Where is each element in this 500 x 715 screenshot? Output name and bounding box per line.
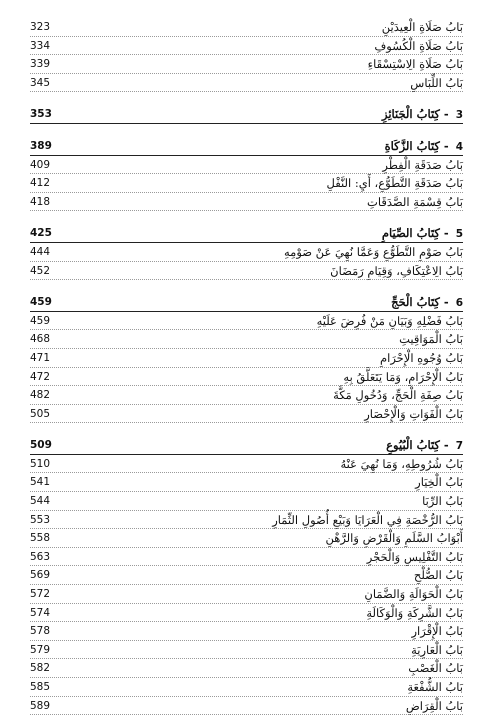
- chapter-title: كِتَابُ الصِّيَامِ: [381, 226, 440, 241]
- toc-entry[interactable]: [30, 262, 463, 281]
- chapter-page-number: 509: [30, 439, 52, 452]
- chapter-title: كِتَابُ الْجَنَائِزِ: [381, 107, 440, 122]
- entry-page-number: 563: [30, 550, 51, 563]
- chapter-title-group: [386, 436, 463, 456]
- chapter-number: 6: [455, 297, 463, 310]
- toc-entry[interactable]: [30, 156, 463, 175]
- chapter-title-group: [391, 293, 463, 313]
- toc-entry[interactable]: [30, 349, 463, 368]
- entry-title: بَابُ قِسْمَةِ الصَّدَقَاتِ: [367, 194, 463, 209]
- toc-entry[interactable]: [30, 55, 463, 74]
- chapter-row[interactable]: [30, 105, 463, 124]
- entry-title: بَابُ صَلَاةِ الْعِيدَيْنِ: [381, 20, 463, 34]
- chapter-number: 3: [455, 109, 463, 122]
- entry-title: بَابُ صَدَقَةِ الْفِطْرِ: [382, 157, 463, 172]
- toc-entry[interactable]: [30, 330, 463, 349]
- toc-entry[interactable]: [30, 455, 463, 474]
- entry-page-number: 452: [30, 264, 51, 277]
- toc-entry[interactable]: [30, 473, 463, 492]
- chapter-title-group: [382, 105, 463, 125]
- entry-page-number: 569: [30, 569, 51, 582]
- entry-title: بَابُ الشَّرِكَةِ وَالْوَكَالَةِ: [366, 605, 463, 620]
- toc-entry[interactable]: [30, 174, 463, 193]
- entry-title: بَابُ اللِّبَاسِ: [410, 75, 463, 90]
- entry-title: بَابُ الرِّبَا: [422, 494, 463, 509]
- entry-title: بَابُ شُرُوطِهِ، وَمَا نُهِيَ عَنْهُ: [340, 456, 463, 471]
- chapter-separator: -: [439, 295, 453, 310]
- toc-entry[interactable]: [30, 529, 463, 548]
- chapter-row[interactable]: [30, 137, 463, 156]
- entry-title: بَابُ التَّفْلِيسِ وَالْحَجْرِ: [366, 549, 463, 564]
- entry-page-number: 472: [30, 370, 51, 383]
- toc-entry[interactable]: [30, 193, 463, 212]
- entry-page-number: 412: [30, 177, 51, 190]
- toc-entry[interactable]: [30, 697, 463, 715]
- toc-entry[interactable]: [30, 386, 463, 405]
- entry-page-number: 510: [30, 457, 51, 470]
- entry-page-number: 585: [30, 681, 51, 693]
- entry-page-number: 572: [30, 588, 51, 601]
- entry-page-number: 334: [30, 39, 51, 52]
- entry-page-number: 553: [30, 513, 51, 526]
- entry-title: بَابُ الرُّخْصَةِ فِي الْعَرَايَا وَبَيْعِ أُصُولِ الثِّمَارِ: [272, 512, 463, 527]
- entry-page-number: 471: [30, 351, 51, 364]
- entry-page-number: 578: [30, 625, 51, 638]
- chapter-title: كِتَابُ الزَّكَاةِ: [384, 138, 440, 153]
- entry-title: بَابُ الصُّلْحِ: [413, 568, 463, 583]
- chapter-page-number: 459: [30, 296, 52, 309]
- toc-entry[interactable]: [30, 312, 463, 331]
- toc-entry[interactable]: [30, 511, 463, 530]
- chapter-page-number: 389: [30, 139, 52, 152]
- chapter-separator: -: [439, 226, 453, 241]
- chapter-page-number: 353: [30, 108, 52, 121]
- chapter-row[interactable]: [30, 436, 463, 455]
- toc-entry[interactable]: [30, 548, 463, 567]
- chapter-separator: -: [439, 438, 453, 453]
- entry-page-number: 409: [30, 158, 51, 171]
- entry-title: أَبْوَابُ السَّلَمِ وَالْقَرْضِ وَالرَّهْنِ: [325, 531, 463, 546]
- toc-entry[interactable]: [30, 678, 463, 697]
- toc-entry[interactable]: [30, 641, 463, 660]
- chapter-number: 5: [455, 228, 463, 241]
- toc-entry[interactable]: [30, 368, 463, 387]
- entry-title: بَابُ الْفَوَاتِ وَالْإِحْصَارِ: [364, 406, 463, 421]
- entry-title: بَابُ الْإِحْرَامِ، وَمَا يَتَعَلَّقُ بِهِ: [343, 369, 463, 384]
- chapter-separator: -: [439, 107, 453, 122]
- entry-page-number: 505: [30, 407, 51, 420]
- entry-title: بَابُ صَلَاةِ الِاسْتِسْقَاءِ: [367, 57, 463, 72]
- entry-page-number: 323: [30, 21, 51, 33]
- toc-entry[interactable]: [30, 585, 463, 604]
- entry-title: بَابُ صَوْمِ التَّطَوُّعِ وَعَمَّا نُهِيَ عَنْ صَوْمِهِ: [284, 244, 463, 259]
- toc-entry[interactable]: [30, 659, 463, 678]
- toc-entry[interactable]: [30, 74, 463, 93]
- entry-title: بَابُ الْقِرَاضِ: [405, 698, 463, 713]
- entry-page-number: 544: [30, 495, 51, 508]
- entry-page-number: 482: [30, 389, 51, 402]
- entry-page-number: 468: [30, 333, 51, 346]
- entry-title: بَابُ فَضْلِهِ وَبَيَانِ مَنْ فُرِضَ عَلَيْهِ: [316, 313, 463, 328]
- chapter-title-group: [385, 137, 463, 157]
- entry-title: بَابُ الْإِقْرَارِ: [411, 624, 463, 639]
- entry-page-number: 339: [30, 58, 51, 71]
- entry-title: بَابُ الِاعْتِكَافِ، وَقِيَامِ رَمَضَانَ: [330, 263, 463, 278]
- toc-entry[interactable]: [30, 37, 463, 56]
- chapter-row[interactable]: [30, 224, 463, 243]
- entry-page-number: 582: [30, 662, 51, 675]
- entry-title: بَابُ الْحَوَالَةِ وَالضَّمَانِ: [364, 587, 463, 602]
- chapter-title-group: [382, 224, 463, 244]
- toc-entry[interactable]: [30, 243, 463, 262]
- toc-entry[interactable]: [30, 405, 463, 424]
- entry-title: بَابُ الشُّفْعَةِ: [407, 680, 463, 694]
- toc-entry[interactable]: [30, 18, 463, 37]
- entry-page-number: 459: [30, 314, 51, 327]
- entry-title: بَابُ صَلَاةِ الْكُسُوفِ: [374, 38, 463, 53]
- entry-page-number: 589: [30, 699, 51, 712]
- chapter-title: كِتَابُ الْحَجِّ: [391, 295, 440, 310]
- toc-entry[interactable]: [30, 604, 463, 623]
- entry-title: بَابُ الْمَوَاقِيتِ: [399, 332, 463, 347]
- entry-title: بَابُ الْعَارِيَةِ: [411, 642, 463, 657]
- chapter-title: كِتَابُ الْبُيُوعِ: [386, 438, 440, 453]
- toc-entry[interactable]: [30, 566, 463, 585]
- entry-page-number: 579: [30, 643, 51, 656]
- chapter-number: 7: [455, 440, 463, 453]
- entry-title: بَابُ الْخِيَارِ: [415, 475, 463, 490]
- entry-title: بَابُ صِفَةِ الْحَجِّ، وَدُخُولِ مَكَّةَ: [333, 388, 463, 403]
- entry-page-number: 558: [30, 532, 51, 545]
- entry-title: بَابُ صَدَقَةِ التَّطَوُّعِ، أَيِ: النَّفْلِ: [326, 176, 463, 191]
- entry-page-number: 541: [30, 476, 51, 489]
- entry-page-number: 345: [30, 76, 51, 89]
- toc-entry[interactable]: [30, 622, 463, 641]
- toc-entry[interactable]: [30, 492, 463, 511]
- chapter-number: 4: [455, 140, 463, 153]
- chapter-row[interactable]: [30, 293, 463, 312]
- entry-page-number: 444: [30, 245, 51, 258]
- entry-page-number: 574: [30, 606, 51, 619]
- entry-page-number: 418: [30, 195, 51, 208]
- chapter-separator: -: [439, 138, 453, 153]
- entry-title: بَابُ وُجُوهِ الْإِحْرَامِ: [380, 350, 463, 365]
- chapter-page-number: 425: [30, 227, 52, 240]
- entry-title: بَابُ الْغَصْبِ: [408, 661, 463, 676]
- table-of-contents: [30, 18, 463, 715]
